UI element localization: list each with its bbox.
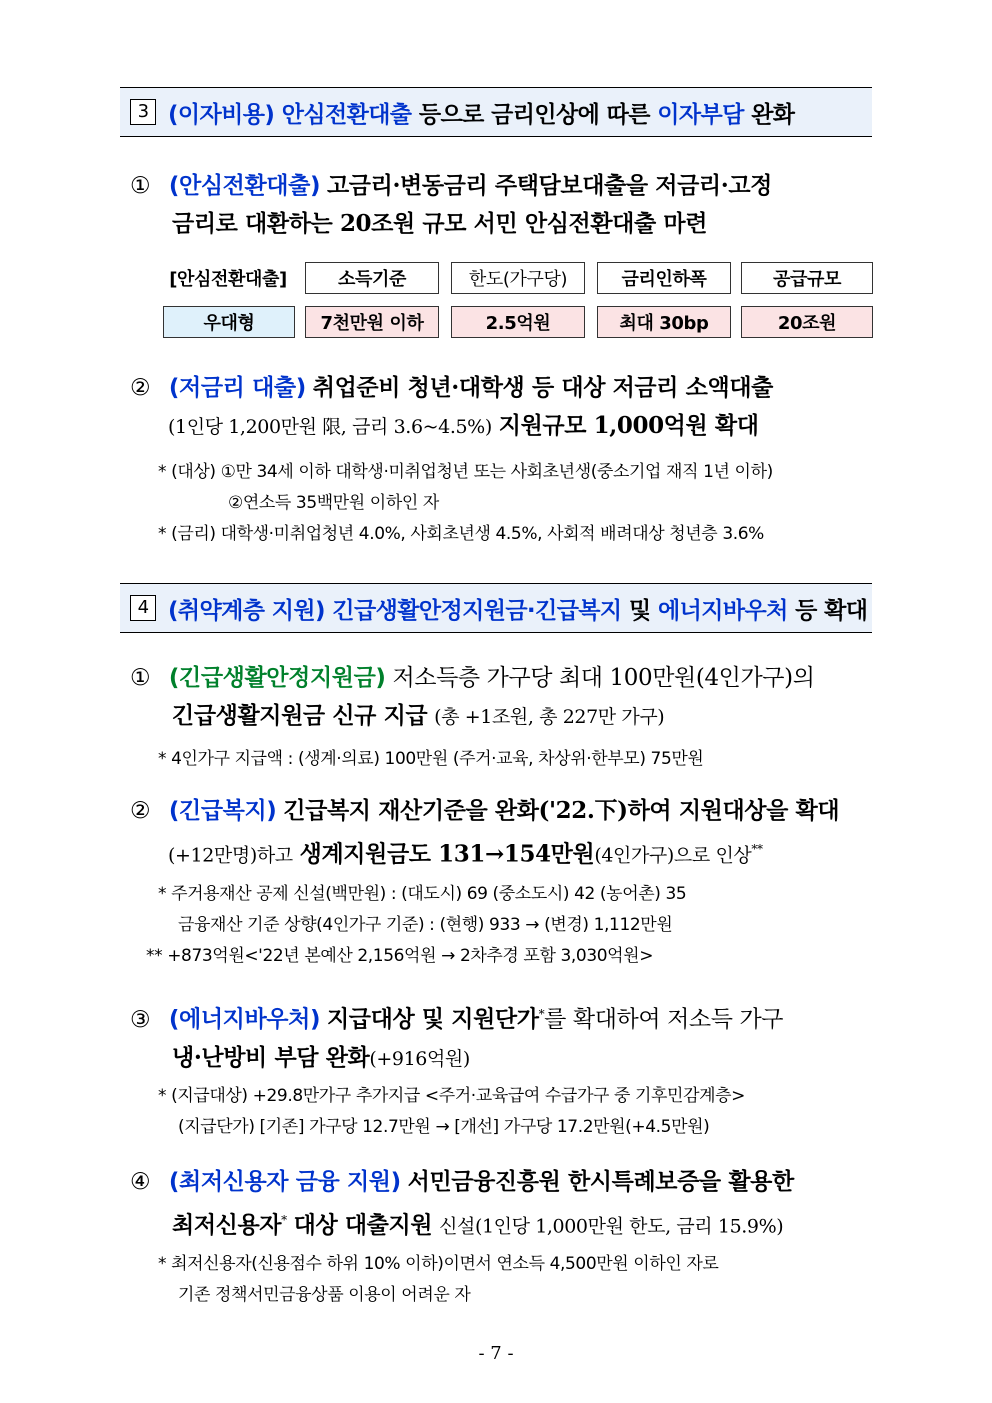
note-line: * 최저신용자(신용점수 하위 10% 이하)이면서 연소득 4,500만원 이하인 자로 bbox=[158, 1254, 719, 1274]
section-3-header bbox=[120, 87, 872, 137]
table-header: 한도(가구당) bbox=[451, 262, 585, 294]
table-cell: 2.5억원 bbox=[451, 306, 585, 338]
note-line: ** +873억원<'22년 본예산 2,156억원 → 2차추경 포함 3,030억원> bbox=[146, 946, 654, 966]
note-line: * (금리) 대학생·미취업청년 4.0%, 사회초년생 4.5%, 사회적 배려대상 청년층 3.6% bbox=[158, 524, 764, 544]
item-text: 긴급복지 재산기준을 완화('22.下)하여 지원대상을 확대 bbox=[283, 797, 840, 824]
section-title-text: 및 bbox=[628, 597, 651, 624]
item-text: 최저신용자 bbox=[172, 1211, 282, 1239]
table-cell: 최대 30bp bbox=[597, 306, 731, 338]
notes-4-4 bbox=[158, 1249, 878, 1311]
item-marker: ③ bbox=[130, 1006, 151, 1033]
item-marker: ① bbox=[130, 665, 151, 691]
note-line: 기존 정책서민금융상품 이용이 어려운 자 bbox=[178, 1285, 471, 1305]
item-3-2 bbox=[130, 369, 875, 446]
item-tag: (안심전환대출) bbox=[168, 173, 321, 199]
item-marker: ④ bbox=[130, 1169, 151, 1195]
table-cell: 7천만원 이하 bbox=[305, 306, 439, 338]
item-tag: (에너지바우처) bbox=[168, 1006, 321, 1033]
section-title-keyword: 이자부담 bbox=[657, 101, 744, 128]
section-title-tag: (이자비용) bbox=[168, 101, 275, 128]
section-title-text: 등으로 금리인상에 따른 bbox=[418, 101, 650, 128]
page-number: - 7 - bbox=[478, 1343, 514, 1364]
note-line: * (대상) ①만 34세 이하 대학생·미취업청년 또는 사회초년생(중소기업 재직 1년 이하) bbox=[158, 462, 773, 482]
item-4-2 bbox=[130, 792, 875, 875]
item-text: 긴급생활지원금 신규 지급 bbox=[172, 702, 428, 729]
item-detail: (1인당 1,200만원 限, 금리 3.6~4.5%) bbox=[168, 416, 492, 438]
item-detail: 신설(1인당 1,000만원 한도, 금리 15.9%) bbox=[439, 1215, 784, 1238]
note-line: * 주거용재산 공제 신설(백만원) : (대도시) 69 (중소도시) 42 (농어촌) 35 bbox=[158, 884, 687, 904]
item-marker: ① bbox=[130, 173, 151, 199]
notes-4-3 bbox=[158, 1081, 878, 1143]
item-text: 고금리·변동금리 주택담보대출을 저금리·고정 bbox=[326, 172, 772, 199]
item-text: 냉·난방비 부담 완화 bbox=[172, 1043, 370, 1071]
item-text: 를 확대하여 저소득 가구 bbox=[544, 1006, 784, 1033]
notes-4-2 bbox=[146, 879, 878, 972]
item-text-cont: 금리로 대환하는 20조원 규모 서민 안심전환대출 마련 bbox=[172, 210, 708, 237]
item-text: 대상 대출지원 bbox=[293, 1211, 433, 1239]
section-number: 3 bbox=[130, 99, 156, 125]
item-text: 서민금융진흥원 한시특례보증을 활용한 bbox=[407, 1168, 794, 1195]
item-text: 지원규모 1,000억원 확대 bbox=[498, 412, 759, 439]
note-line: (지급단가) [기존] 가구당 12.7만원 → [개선] 가구당 17.2만원(+4.5만원) bbox=[178, 1117, 710, 1137]
section-title-text: 완화 bbox=[751, 101, 795, 128]
notes-3-2 bbox=[158, 457, 878, 550]
table-header: 금리인하폭 bbox=[597, 262, 731, 294]
item-4-4 bbox=[130, 1163, 875, 1246]
item-detail: (+12만명)하고 bbox=[168, 844, 293, 867]
item-tag: (긴급생활안정지원금) bbox=[168, 665, 386, 691]
note-line: * (지급대상) +29.8만가구 추가지급 <주거·교육급여 수급가구 중 기후민감계층> bbox=[158, 1086, 745, 1106]
section-title-keyword: 긴급생활안정지원금·긴급복지 bbox=[332, 597, 622, 624]
item-3-1 bbox=[130, 167, 875, 243]
item-marker: ② bbox=[130, 375, 151, 401]
section-title-tag: (취약계층 지원) bbox=[168, 597, 325, 624]
item-tag: (긴급복지) bbox=[168, 798, 277, 824]
footnote-marker: * bbox=[538, 1007, 545, 1021]
item-marker: ② bbox=[130, 798, 151, 824]
section-4-header bbox=[120, 583, 872, 633]
item-tag: (저금리 대출) bbox=[168, 375, 306, 401]
footnote-marker: * bbox=[281, 1213, 287, 1227]
table-row-label: 우대형 bbox=[163, 306, 295, 338]
note-line: ②연소득 35백만원 이하인 자 bbox=[228, 493, 439, 513]
table-cell: 20조원 bbox=[741, 306, 873, 338]
item-text: 취업준비 청년·대학생 등 대상 저금리 소액대출 bbox=[312, 374, 773, 401]
item-detail: (4인가구)으로 인상 bbox=[594, 844, 752, 867]
section-title-keyword: 에너지바우처 bbox=[658, 597, 788, 624]
item-tag: (최저신용자 금융 지원) bbox=[168, 1169, 401, 1195]
table-label: [안심전환대출] bbox=[169, 269, 287, 290]
note-line: 금융재산 기준 상향(4인가구 기준) : (현행) 933 → (변경) 1,112만원 bbox=[178, 915, 673, 935]
section-title-keyword: 안심전환대출 bbox=[281, 101, 412, 128]
section-title-text: 등 확대 bbox=[795, 597, 868, 624]
section-number: 4 bbox=[130, 595, 156, 621]
note-line: * 4인가구 지급액 : (생계·의료) 100만원 (주거·교육, 차상위·한부모) 75만원 bbox=[158, 749, 704, 769]
item-detail: (총 +1조원, 총 227만 가구) bbox=[434, 706, 665, 728]
item-4-3 bbox=[130, 995, 875, 1078]
item-text: 지급대상 및 지원단가 bbox=[326, 1005, 539, 1033]
item-text: 생계지원금도 131→154만원 bbox=[299, 840, 595, 868]
footnote-marker: ** bbox=[751, 842, 763, 856]
item-detail: (+916억원) bbox=[369, 1047, 470, 1070]
item-text: 저소득층 가구당 최대 100만원(4인가구)의 bbox=[392, 665, 815, 691]
table-header: 소득기준 bbox=[305, 262, 439, 294]
note-4-1 bbox=[158, 744, 878, 775]
item-4-1 bbox=[130, 659, 875, 736]
table-header: 공급규모 bbox=[741, 262, 873, 294]
